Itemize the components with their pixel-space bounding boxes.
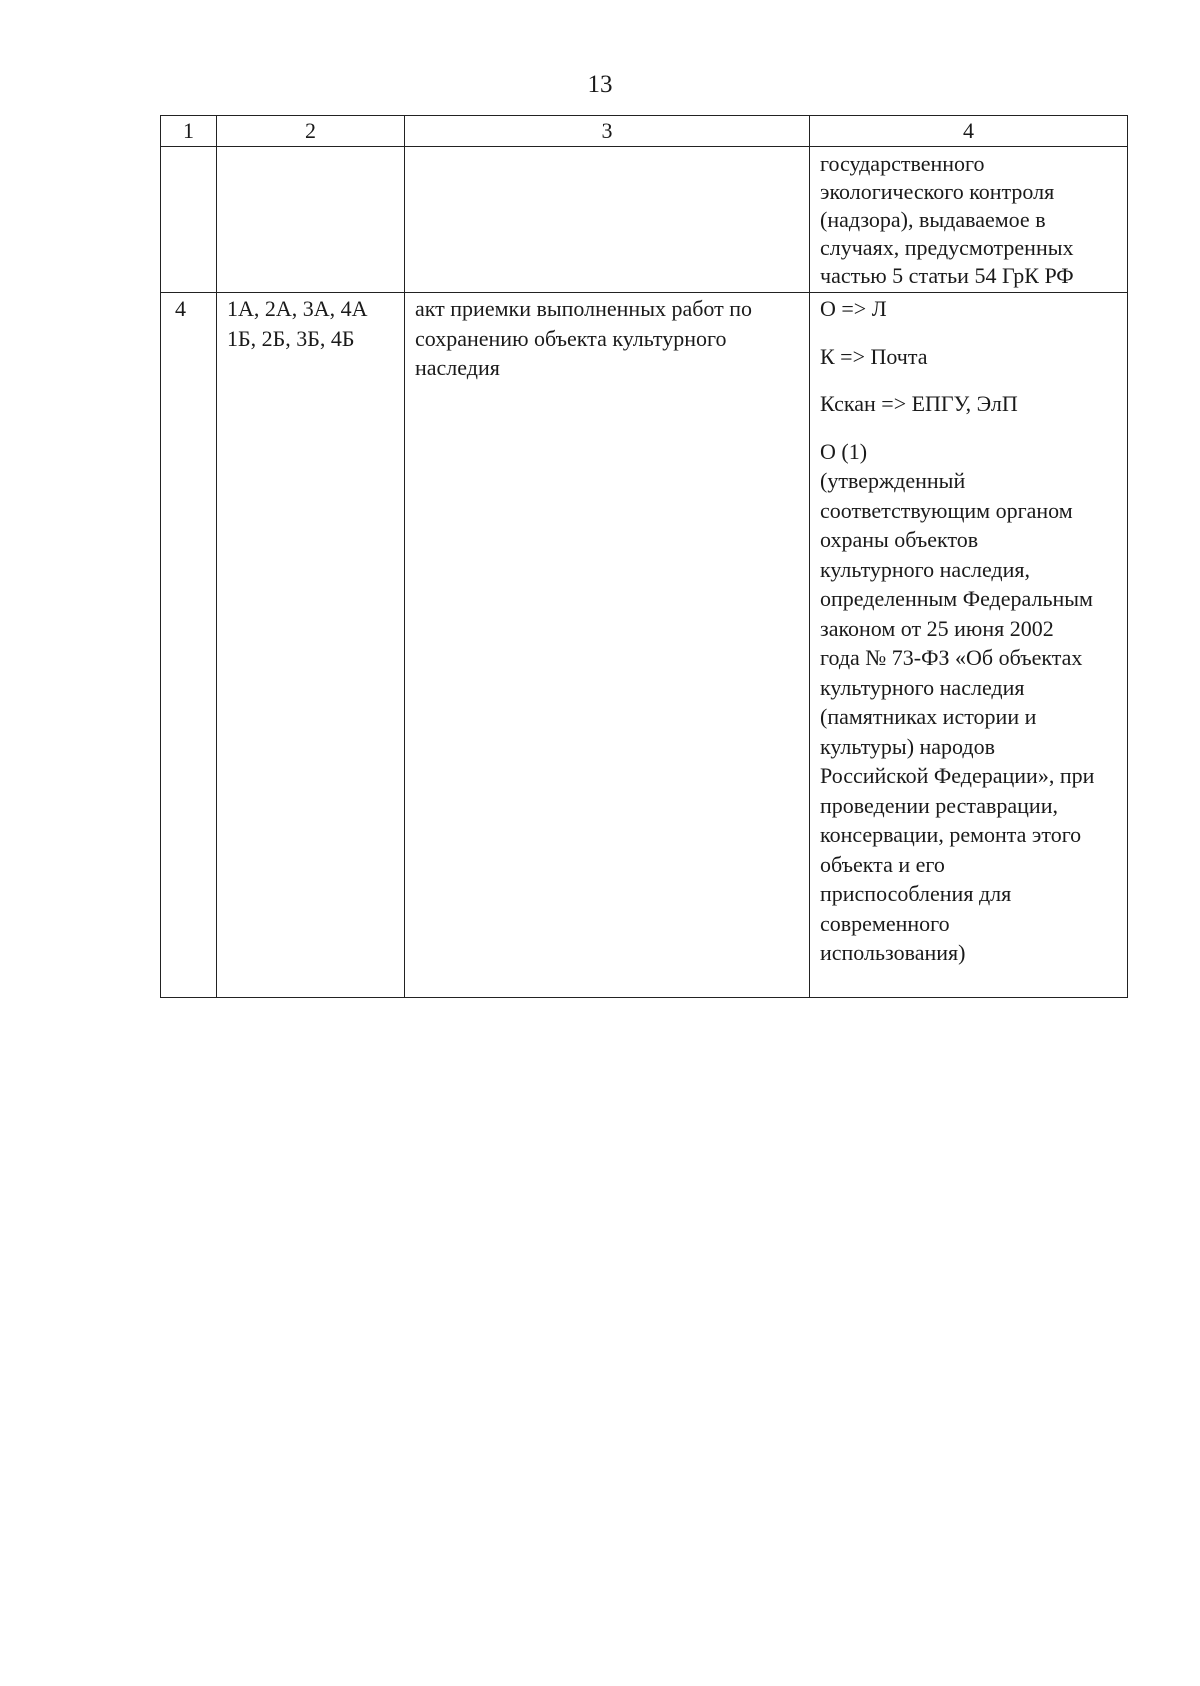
note-line: законом от 25 июня 2002: [820, 615, 1054, 641]
note-line: (памятниках истории и: [820, 704, 1037, 729]
note-line: консервации, ремонта этого: [820, 822, 1082, 847]
cont-cell-4: [810, 147, 1128, 293]
cont-line: (надзора), выдаваемое в: [820, 207, 1046, 232]
row-number: 4: [161, 293, 217, 998]
original-count: О (1): [820, 438, 868, 464]
note-line: охраны объектов: [820, 527, 979, 552]
note-line: использования): [820, 940, 966, 965]
header-col-3: 3: [405, 116, 810, 147]
note-line: культурного наследия,: [820, 556, 1030, 582]
cont-cell-2: [217, 147, 405, 293]
continuation-row: [161, 147, 1128, 293]
header-col-1: 1: [161, 116, 217, 147]
codes-line-1: 1А, 2А, 3А, 4А: [227, 296, 368, 321]
header-col-4: 4: [810, 116, 1128, 147]
note-line: культурного наследия: [820, 674, 1025, 700]
note-line: (утвержденный: [820, 468, 966, 493]
note-line: соответствующим органом: [820, 497, 1073, 523]
cont-line: экологического контроля: [820, 179, 1055, 204]
format-original-paper: О => Л: [820, 296, 887, 321]
note-line: культуры) народов: [820, 733, 996, 759]
table-header-row: [161, 116, 1128, 147]
cont-line: государственного: [820, 151, 985, 176]
page-number: 13: [587, 71, 613, 98]
row-document-name: акт приемки выполненных работ по сохранению объекта культурного наследия: [405, 293, 810, 998]
note-line: определенным Федеральным: [820, 586, 1093, 611]
format-copy-paper: К => Почта: [820, 343, 928, 369]
cont-line: частью 5 статьи 54 ГрК РФ: [820, 263, 1074, 288]
codes-line-2: 1Б, 2Б, 3Б, 4Б: [227, 325, 355, 351]
note-line: объекта и его: [820, 851, 945, 877]
format-scan: Кскан => ЕПГУ, ЭлП: [820, 391, 1018, 416]
note-line: современного: [820, 910, 950, 936]
cont-line: случаях, предусмотренных: [820, 235, 1074, 260]
cont-cell-3: [405, 147, 810, 293]
note-line: проведении реставрации,: [820, 792, 1058, 818]
note-line: года № 73-ФЗ «Об объектах: [820, 645, 1083, 670]
row-codes: [217, 293, 405, 998]
note-line: Российской Федерации», при: [820, 763, 1095, 788]
cont-cell-1: [161, 147, 217, 293]
header-col-2: 2: [217, 116, 405, 147]
row-format-details: [810, 293, 1128, 998]
requirements-table: [160, 115, 1128, 998]
note-line: приспособления для: [820, 881, 1012, 906]
table-row-4: [161, 293, 1128, 998]
